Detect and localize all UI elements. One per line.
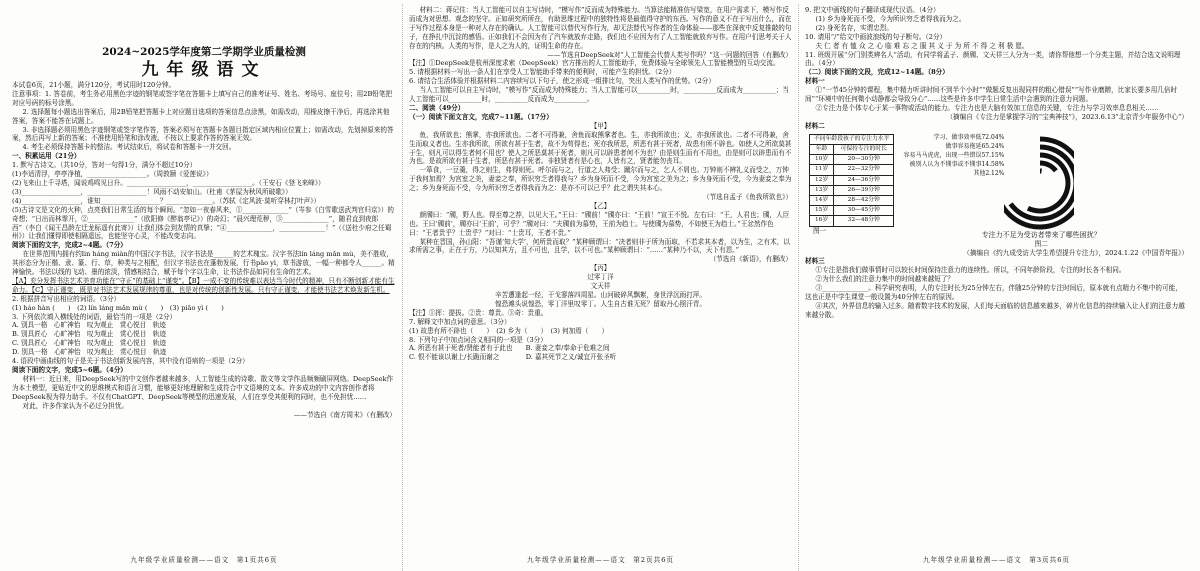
- option: B. 别具匠心 心旷神怡 叹为观止 赏心悦目 轨迹: [12, 330, 167, 339]
- table-row: [810, 175, 894, 185]
- passage-label: 【甲】: [590, 121, 611, 130]
- table-cell: 14岁: [810, 195, 834, 205]
- table-row: [810, 155, 894, 165]
- exam-title: 2024~2025学年度第二学期学业质量检测: [102, 46, 306, 58]
- question-6-line: 当人工智能可以自主写诗时，“模写作”反而成为特殊能力；当人工智能可以__________时，__________反而成为__________；当人工智能可以__________时，__________反而成为__________。: [409, 86, 789, 104]
- ring-legend: [894, 133, 1004, 178]
- question-6: 6. 请结合生活体验并根据材料二内容续写以下句子，使之形成一组排比句，突出人类写作的优势。（2分）: [409, 77, 715, 86]
- table-row: [810, 165, 894, 175]
- legend-item: 被别人认为不懂事或不懂事14.58%: [909, 160, 1005, 168]
- subsection-heading: （二）阅读下面的文段，完成12~14题。（8分）: [805, 68, 949, 77]
- section-heading: 二、阅读（49分）: [409, 103, 465, 112]
- material-label: 材料一: [805, 77, 825, 86]
- passage-yi: 颜斶曰：“斶，野人也。得至尊之荐，以见大王。”王曰：“斶前！”斶亦曰：“王前！”宣王不悦。左右曰：“王，人君也；斶，人臣也。王曰‘斶前’，斶亦曰‘王前’，可乎？”斶对曰：“夫斶前为慕势，王前为趋士。与使斶为慕势，不如使王为趋士。”王忿然作色曰：“王者贵乎？士贵乎？”对曰：“士贵耳，王者不贵。”: [409, 210, 790, 237]
- legend-item: 学习、做事效率低72.04%: [933, 133, 1005, 141]
- legend-item: 其他2.12%: [973, 169, 1005, 177]
- question-1-line: (5)古诗文是文化的火种，点亮我们日常生活的每个瞬间。“忽如一夜春风来，①______________”（岑参《白雪歌送武判官归京》）的奇想；“日出而林霏开，②______________”（欧阳修《醉翁亭记》）的奇幻；“晨兴理荒秽，③______________”，随君直到夜郎西”（李白《闻王昌龄左迁龙标遥有此寄》）让我们体会到友情的真挚；“④______________，______________！”（《送杜少府之任蜀州》）让我们懂得即使相隔遥远，也能坚守心灵，不能改变志向。: [12, 205, 395, 241]
- table-header: 年龄: [810, 144, 834, 154]
- focus-table: [809, 134, 894, 227]
- passage-jia: 一箪食，一豆羹，得之则生，弗得则死。呼尔而与之，行道之人弗受；蹴尔而与之，乞人不屑也。万钟则不辨礼义而受之，万钟于我何加焉？为宫室之美，妻妾之奉，所识穷乏者得我与？乡为身死而不受，今为宫室之美为之；乡为身死而不受，今为妻妾之奉为之；乡为身死而不受，今为所识穷乏者得我而为之：是亦不可以已乎？此之谓失其本心。: [409, 166, 792, 193]
- question-1-line: (2)飞来山上千寻塔，闻说鸡鸣见日升。__________________，__________________。（王安石《登飞来峰》）: [12, 178, 325, 187]
- exam-subtitle: 九年级语文: [141, 60, 267, 80]
- page-2: [402, 4, 798, 571]
- table-row: [810, 185, 894, 195]
- reading-passage: 在世界范围内拥有约lin háng miàn的中国汉字书法，汉字书法是______的艺术瑰宝。汉字书法lín láng mǎn mù，美不胜收，其形态分为正楷、隶、篆、行、草，种类与之相配，但汉字书法也在蓬勃发展，行书pǎo yì，草书游放，一幅一种都令人______。精神愉快。书法以线的飞动、墨的浓淡，情感相结合，赋予每个字以生命，让书法作品如同有生命的艺术。: [12, 250, 395, 277]
- question-10: 10. 请用“/”给文中画波浪线的句子断句。（2分）: [805, 32, 947, 41]
- note-item: 4. 考生必须保持答题卡的整洁。考试结束后，将试卷和答题卡一并交回。: [22, 143, 236, 152]
- page-footer: 九年级学业质量检测——语文 第2页共6页: [526, 556, 675, 565]
- table-cell: 11岁: [810, 165, 834, 175]
- ring-arc: [1004, 139, 1074, 227]
- figure-2-label: 图二: [1034, 239, 1048, 248]
- page-footer: 九年级学业质量检测——语文 第3页共6页: [922, 556, 1071, 565]
- ring-caption: 专注力不足为受访者带来了哪些困扰？: [981, 230, 1101, 239]
- passage-jia: 鱼，我所欲也；熊掌，亦我所欲也。二者不可得兼，舍鱼而取熊掌者也。生，亦我所欲也；义，亦我所欲也。二者不可得兼，舍生而取义者也。生亦我所欲，所欲有甚于生者，故不为苟得也；死亦我所恶，所恶有甚于死者，故患有所不辟也。如使人之所欲莫甚于生，则凡可以得生者何不用也？使人之所恶莫甚于死者，则凡可以辟患者何不为也？由是则生而有不用也，由是则可以辟患而有不为也。是故所欲有甚于生者，所恶有甚于死者。非独贤者有是心也，人皆有之，贤者能勿丧耳。: [409, 130, 792, 166]
- table-cell: 15岁: [810, 206, 834, 216]
- question-2: 2. 根据拼音写出相应的词语。（3分）: [12, 294, 121, 303]
- ring-arc: [1011, 147, 1074, 219]
- material-source: （摘编自《专注力是掌握学习的“宝典神技”》，2023.6.13“北京青少年服务中心”）: [946, 112, 1188, 121]
- material-paragraph: ①“一节45分钟的课程，集中精力听讲时间不到半个小时”“做题反复出现同样的粗心错误”“写作业磨蹭，比家长要多用几倍时间”“环境中的任何微小动静都会导致分心”……这些是许多中学生日常生活中会遇到的注意力问题。: [805, 86, 1178, 104]
- table-cell: 32—48分钟: [834, 216, 894, 226]
- option: C. 恨不能该以谢上/长跪而谢之 D. 嘉其死节之义/诚宜开张圣听: [409, 353, 617, 362]
- figure-1-label: 图一: [813, 226, 827, 235]
- table-header: 可保持专注的时长: [834, 144, 894, 154]
- material-1-source: ——节选自《南方周末》（有删改）: [293, 410, 396, 419]
- table-title: 不同年龄段孩子的专注力水平: [810, 134, 894, 144]
- table-cell: 26—39分钟: [834, 185, 894, 195]
- notes: [12, 90, 396, 152]
- question-7: 7. 解释文中加点词的意思。（3分）: [409, 317, 511, 326]
- material-paragraph: ③______________。科学研究表明，人的专注时长为25分钟左右，伴随25分钟的专注时间后，原本就有点精力不集中的可能，这也正是中学生课堂一般设置为40分钟左右的原因。: [805, 284, 1182, 302]
- section-heading: 一、积累运用（21分）: [12, 152, 81, 161]
- material-paragraph: ②专注力是个体专心于某一事物或活动的能力。专注力也是大脑有效加工信息的关键，专注力与学习效率息息相关……: [815, 103, 1159, 112]
- ring-chart: [1004, 131, 1074, 231]
- page-1: [6, 4, 402, 571]
- subsection-heading: （一）阅读下面文言文，完成7~11题。（17分）: [409, 112, 553, 121]
- table-row: [810, 206, 894, 216]
- material-2-source: ——节选自DeepSeek对“人工智能会代替人类写作吗？”这一问题的回答（有删改）: [547, 50, 792, 59]
- passage-label: 【丙】: [590, 264, 611, 273]
- table-cell: 24—36分钟: [834, 175, 894, 185]
- material-paragraph: ④其次，外界信息的输入过多。随着数字技术的发展，人们每天面临的信息越来越多，碎片化信息的持续输入让人们的注意力越来越分散。: [805, 301, 1185, 319]
- table-cell: 22—32分钟: [834, 165, 894, 175]
- material-label: 材料二: [805, 121, 825, 130]
- question-1-line: (1)李适清浮，亭亭净植，__________________。（周敦颐《爱莲说》）: [12, 170, 213, 179]
- question-3: 3. 下列依次填入横线处的词语，最恰当的一项是（2分）: [12, 312, 177, 321]
- annotation: 【注】①挥：提拔。②贵：尊贵。③奇：贵重。: [409, 308, 548, 317]
- question-9: 9. 把文中画线的句子翻译成现代汉语。（4分）: [805, 6, 940, 14]
- poem-author: 文天祥: [590, 282, 611, 291]
- table-cell: 12岁: [810, 175, 834, 185]
- option: A. 别具一格 心旷神怡 叹为观止 赏心悦目 轨迹: [12, 321, 167, 330]
- reading-heading: 阅读下面的文字，完成5~6题。（4分）: [12, 366, 127, 374]
- figure-2: [894, 131, 1188, 249]
- table-cell: 13岁: [810, 185, 834, 195]
- material-label: 材料三: [805, 257, 825, 266]
- exam-info: 本试卷6页，21小题，满分120分，考试用时120分钟。: [12, 81, 176, 89]
- question-9-line: (2) 身死名存，实谓忠烈。: [815, 23, 893, 32]
- legend-item: 做事容易拖延65.24%: [945, 142, 1005, 150]
- passage-source: （节选自孟子《鱼我所欲也》）: [702, 193, 792, 202]
- option: A. 所恶有甚于死者/贤能者有于此也 B. 妻妾之奉/奉命于危难之间: [409, 344, 610, 353]
- material-paragraph: ①专注是指我们做事情时可以较长时间保持注意力的连续性。所以，不同年龄阶段，专注的时长各不相同。: [815, 266, 1126, 275]
- ring-arc: [1040, 163, 1056, 171]
- note-item: 2. 选择题每小题选出答案后，用2B铅笔把答题卡上对应题目选项的答案信息点涂黑，如需改动，用橡皮擦干净后，再选涂其他答案，答案不能答在试题上。: [12, 107, 390, 125]
- reading-heading: 阅读下面的文字，完成2~4题。（7分）: [12, 241, 127, 250]
- table-cell: 28—42分钟: [834, 195, 894, 205]
- passage-yi: 某种在晋国，孙山阳：“吾谨‘知大学’，何所贵而取？”某种顾谓曰：“决者则非于所为而取，不若求其本者，以为生，之有术，以求所需之事，正在于方，乃以知其方，且不可也，且学，以不可也。”某种顾谓曰：“……”某种乃不以，天下有恩。”: [409, 237, 790, 255]
- option: D. 别具一格 心旷神怡 叹为观止 赏心悦目 轨迹: [12, 348, 167, 357]
- material-2: 材料二：蒋记住：当人工智能可以自主写诗时，“模写作”反而成为特殊能力。当算法能精准仿写梁宽，在用户需求下，模写作反而成为对思想、观念的坚守。正如研究所所在，有助思维过程中的独特性将是最值得守护的东西。写作的意义不在于写出什么，而在于写作过程本身是一种对人存在的确认。人工智能可以替代写作行为，却无法替代写作者的生命体验——那些在深夜中反复推敲的句子，在挣扎中沉淀的感悟。正如我们不会因为有了汽车就放弃走路，我们也不应因为有了人工智能就放弃写作。在用户们思考关于人存在的内核。人类的写作，是人之为人的，证明生命的存在。: [409, 6, 792, 50]
- figures-row: [805, 131, 1188, 249]
- passage-source: （节选自《新语》，有删改）: [709, 255, 792, 264]
- table-row: [810, 216, 894, 226]
- question-5: 5. 请根据材料一写出一条人们在享受人工智能助手带来的便利时，可能产生的担忧。（2分）: [409, 68, 676, 77]
- option: C. 别具匠心 心旷神怡 叹为观止 赏心悦目 轨迹: [12, 339, 167, 348]
- question-1: 1. 默写古诗文。（共10分，答对一句得1分，满分不超过10分）: [12, 161, 197, 170]
- legend-item: 容易马马虎虎，出现一些错误57.15%: [903, 151, 1005, 159]
- question-1-line: (4)__________________，谁知__________________？______________。（苏轼《定风波·莫听穿林打叶声》）: [12, 196, 321, 205]
- material-2-source: （摘编自《约九成受访大学生希望提升专注力》，2024.1.22《中国青年报》）: [963, 248, 1188, 257]
- material-1-tail: 对此，许多作家认为不必过分担忧。: [22, 401, 129, 410]
- question-9-line: (1) 乡为身死而不受，今为所识穷乏者得我而为之。: [815, 14, 966, 23]
- question-1-line: (3)__________________，__________________！风雨不动安如山。（杜甫《茅屋为秋风所破歌》）: [12, 187, 292, 196]
- question-8: 8. 下列句子中加点词含义相同的一项是（3分）: [409, 335, 547, 344]
- poem-line: 辛苦遭逢起一经，干戈寥落四周星。山河破碎风飘絮，身世浮沉雨打萍。: [495, 291, 706, 299]
- page-3: [798, 4, 1194, 571]
- page-footer: 九年级学业质量检测——语文 第1页共6页: [130, 556, 278, 565]
- question-7-options: (1) 故患有所不辟也（ ） (2) 乡为（ ） (3) 何加焉（ ）: [409, 326, 609, 335]
- table-cell: 20—30分钟: [834, 155, 894, 165]
- question-11: 11. 班级开展“分门别类辨名人”活动，有同学将孟子、颜斶、文天祥三人分为一类，请你帮他想一个分类主题，并结合选文说明理由。（4分）: [805, 50, 1181, 68]
- note-item: 注意事项：1. 答卷前，考生务必用黑色字迹的钢笔或签字笔在答题卡上填写自己的准考证号、姓名、考场号、座位号；用2B铅笔把对应号码的标号涂黑。: [12, 89, 393, 107]
- annotation: 【注】①DeepSeek是杭州深度求索（DeepSeek）官方推出的人工智能助手，免费体验与全球领先人工智能模型的互动交流。: [409, 59, 780, 68]
- passage-label: 【乙】: [590, 201, 611, 210]
- poem-title: 过零丁洋: [587, 273, 614, 282]
- figure-1: [805, 131, 894, 236]
- material-paragraph: ②为什么我们的注意力集中的时间越来越短了？: [815, 275, 955, 284]
- note-item: 3. 非选择题必须用黑色字迹钢笔或签字笔作答，答案必须写在答题卡各题目指定区域内相应位置上；如需改动，先划掉原来的答案，然后再写上新的答案；不准使用铅笔和涂改液。不按以上要求作答的答案无效。: [12, 125, 394, 143]
- passage-underlined: 【A】充分发挥书法艺术美育功能在“守正”的基础上“谨变”。【B】一成不变的传统难以表达当今时代的精神，只有不断创新才能有生命力。【C】守正谨变，既是对书法艺术发展规律的尊重，也是对传统的创新性发展。只有守正谨变，才能使书法艺术焕发新生机。: [12, 276, 395, 294]
- table-cell: 16岁: [810, 216, 834, 226]
- table-cell: 30—45分钟: [834, 206, 894, 216]
- question-10-text: 夫 仁 者 有 恤 众 之 心 临 难 忘 之 服 其 义 于 为 所 不 得 之 利 极 愿。: [815, 41, 1029, 50]
- question-2-options: (1) háo hàn ( ) (2) lín láng mǎn mù ( ) (3) piāo yì ( ): [12, 303, 224, 312]
- poem-line: 惶恐滩头说惶恐，零丁洋里叹零丁。人生自古谁无死？留取丹心照汗青。: [495, 299, 706, 308]
- table-row: [810, 195, 894, 205]
- question-4: 4. 语段中画曲线的句子是关于书法创新发展内容，其中没有语病的一项是（2分）: [12, 357, 249, 366]
- material-1: 材料一：近日来，用DeepSeek写的中文创作者越来越多，人工智能生成的诗歌、散文等文学作品频频刷屏网络。DeepSeek作为本土模型，更贴近中文的思维模式和语言习惯，能够更好地理解和生成符合中文语境的文本。许多成功的中文内容创作者将DeepSeek视为得力助手。不仅有ChatGPT、DeepSeek等模型的迅速发展，人们在享受其便利的同时，也不免担忧……: [12, 374, 394, 401]
- table-cell: 10岁: [810, 155, 834, 165]
